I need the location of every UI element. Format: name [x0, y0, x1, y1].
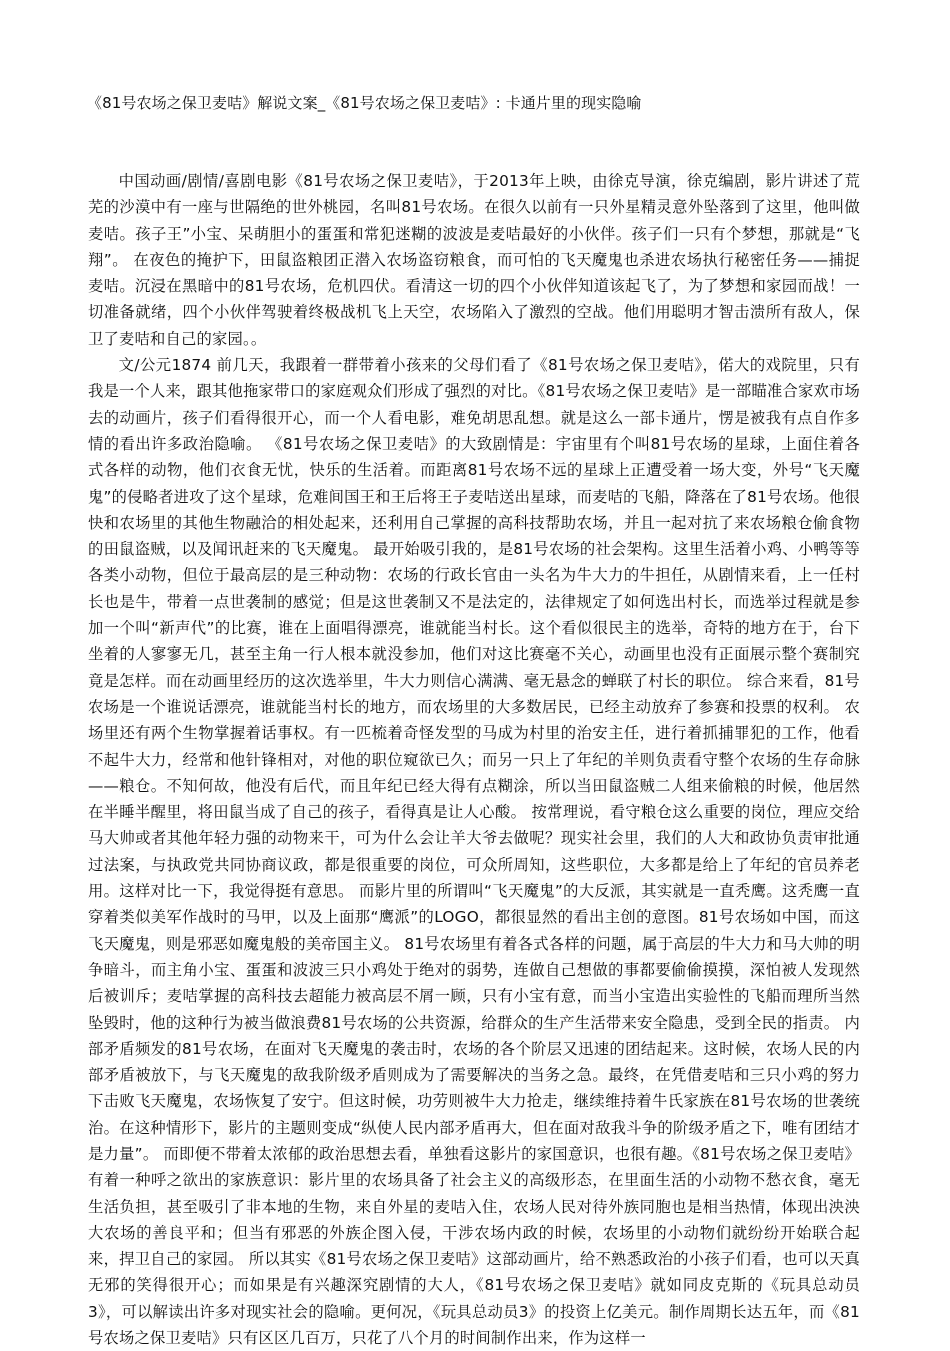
paragraph-review: 文/公元1874 前几天，我跟着一群带着小孩来的父母们看了《81号农场之保卫麦咭》，偌大的戏院里，只有我是一个人来，跟其他拖家带口的家庭观众们形成了强烈的对比。《81号农场之保卫麦咭》是一部瞄准合家欢市场去的动画片，孩子们看得很开心，而一个人看电影，难免胡思乱想。就是这么一部卡通片，愣是被我有点自作多情的看出许多政治隐喻。 《81号农场之保卫麦咭》的大致剧情是：宇宙里有个叫81号农场的星球，上面住着各式各样的动物，他们衣食无忧，快乐的生活着。而距离81号农场不远的星球上正遭受着一场大变，外号“飞天魔鬼”的侵略者进攻了这个星球，危难间国王和王后将王子麦咭送出星球，而麦咭的飞船，降落在了81号农场。他很快和农场里的其他生物融洽的相处起来，还利用自己掌握的高科技帮助农场，并且一起对抗了来农场粮仓偷食物的田鼠盗贼，以及闻讯赶来的飞天魔鬼。 最开始吸引我的，是81号农场的社会架构。这里生活着小鸡、小鸭等等各类小动物，但位于最高层的是三种动物：农场的行政长官由一头名为牛大力的牛担任，从剧情来看，上一任村长也是牛，带着一点世袭制的感觉；但是这世袭制又不是法定的，法律规定了如何选出村长，而选举过程就是参加一个叫“新声代”的比赛，谁在上面唱得漂亮，谁就能当村长。这个看似很民主的选举，奇特的地方在于，台下坐着的人寥寥无几，甚至主角一行人根本就没参加，他们对这比赛毫不关心，动画里也没有正面展示整个赛制究竟是怎样。而在动画里经历的这次选举里，牛大力则信心满满、毫无悬念的蝉联了村长的职位。 综合来看，81号农场是一个谁说话漂亮，谁就能当村长的地方，而农场里的大多数居民，已经主动放弃了参赛和投票的权利。 农场里还有两个生物掌握着话事权。有一匹梳着奇怪发型的马成为村里的治安主任，进行着抓捕罪犯的工作，他看不起牛大力，经常和他针锋相对，对他的职位窥欲已久；而另一只上了年纪的羊则负责看守整个农场的生存命脉——粮仓。不知何故，他没有后代，而且年纪已经大得有点糊涂，所以当田鼠盗贼二人组来偷粮的时候，他居然在半睡半醒里，将田鼠当成了自己的孩子，看得真是让人心酸。 按常理说，看守粮仓这么重要的岗位，理应交给马大帅或者其他年轻力强的动物来干，可为什么会让羊大爷去做呢？现实社会里，我们的人大和政协负责审批通过法案，与执政党共同协商议政，都是很重要的岗位，可众所周知，这些职位，大多都是给上了年纪的官员养老用。这样对比一下，我觉得挺有意思。 而影片里的所谓叫“飞天魔鬼”的大反派，其实就是一直秃鹰。这秃鹰一直穿着类似美军作战时的马甲，以及上面那“鹰派”的LOGO，都很显然的看出主创的意图。81号农场如中国，而这飞天魔鬼，则是邪恶如魔鬼般的美帝国主义。 81号农场里有着各式各样的问题，属于高层的牛大力和马大帅的明争暗斗，而主角小宝、蛋蛋和波波三只小鸡处于绝对的弱势，连做自己想做的事都要偷偷摸摸，深怕被人发现然后被训斥；麦咭掌握的高科技去超能力被高层不屑一顾，只有小宝有意，而当小宝造出实验性的飞船而理所当然坠毁时，他的这种行为被当做浪费81号农场的公共资源，给群众的生产生活带来安全隐患，受到全民的指责。 内部矛盾频发的81号农场，在面对飞天魔鬼的袭击时，农场的各个阶层又迅速的团结起来。这时候，农场人民的内部矛盾被放下，与飞天魔鬼的敌我阶级矛盾则成为了需要解决的当务之急。最终，在凭借麦咭和三只小鸡的努力下击败飞天魔鬼，农场恢复了安宁。但这时候，功劳则被牛大力抢走，继续维持着牛氏家族在81号农场的世袭统治。在这种情形下，影片的主题则变成“纵使人民内部矛盾再大，但在面对敌我斗争的阶级矛盾之下，唯有团结才是力量”。 而即便不带着太浓郁的政治思想去看，单独看这影片的家国意识，也很有趣。《81号农场之保卫麦咭》有着一种呼之欲出的家族意识：影片里的农场具备了社会主义的高级形态，在里面生活的小动物不愁衣食，毫无生活负担，甚至吸引了非本地的生物，来自外星的麦咭入住，农场人民对待外族同胞也是相当热情，体现出泱泱大农场的善良平和；但当有邪恶的外族企图入侵，干涉农场内政的时候，农场里的小动物们就纷纷开始联合起来，捍卫自己的家园。 所以其实《81号农场之保卫麦咭》这部动画片，给不熟悉政治的小孩子们看，也可以天真无邪的笑得很开心；而如果是有兴趣深究剧情的大人，《81号农场之保卫麦咭》就如同皮克斯的《玩具总动员3》，可以解读出许多对现实社会的隐喻。更何况，《玩具总动员3》的投资上亿美元。制作周期长达五年，而《81号农场之保卫麦咭》只有区区几百万，只花了八个月的时间制作出来，作为这样一 [88, 356, 860, 1348]
document-title: 《81号农场之保卫麦咭》解说文案_《81号农场之保卫麦咭》: 卡通片里的现实隐喻 [87, 94, 642, 112]
paragraph-synopsis: 中国动画/剧情/喜剧电影《81号农场之保卫麦咭》，于2013年上映，由徐克导演，徐克编剧，影片讲述了荒芜的沙漠中有一座与世隔绝的世外桃园，名叫81号农场。在很久以前有一只外星精灵意外坠落到了这里，他叫做麦咭。孩子王”小宝、呆萌胆小的蛋蛋和常犯迷糊的波波是麦咭最好的小伙伴。孩子们一只有个梦想，那就是“飞翔”。 在夜色的掩护下，田鼠盗粮团正潜入农场盗窃粮食，而可怕的飞天魔鬼也杀进农场执行秘密任务——捕捉麦咭。沉浸在黑暗中的81号农场，危机四伏。看清这一切的四个小伙伴知道该起飞了，为了梦想和家园而战！一切准备就绪，四个小伙伴驾驶着终极战机飞上天空，农场陷入了激烈的空战。他们用聪明才智击溃所有敌人，保卫了麦咭和自己的家园。。 [88, 172, 860, 348]
document-body [88, 168, 860, 1348]
